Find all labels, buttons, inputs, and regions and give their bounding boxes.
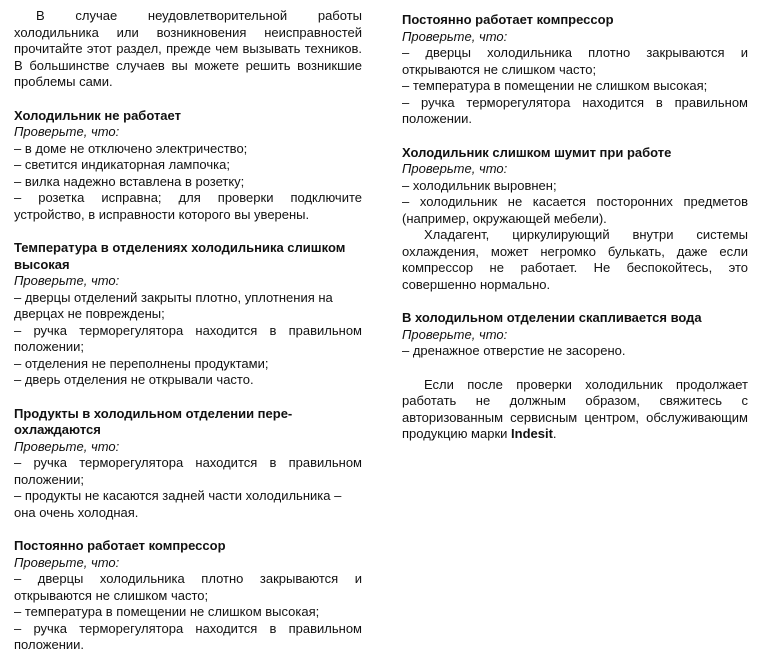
check-item: – продукты не касаются задней части холодильника – она очень холодная. [14, 488, 342, 520]
check-item: – температура в помещении не слишком высокая; [14, 604, 320, 619]
section-heading: Постоянно работает компрессор [14, 538, 226, 553]
closing-text: Если после проверки холодильник продолжает работать не должным образом, свяжитесь с авторизованным сервисным центром, обслуживающим продукцию марки [402, 376, 748, 441]
check-item: – ручка терморегулятора находится в правильном положении. [14, 620, 362, 652]
intro-paragraph: В случае неудовлетворительной работы холодильника или возникновения неисправностей прочитайте этот раздел, прежде чем вызывать техников. В большинстве случаев вы можете решить возникшие проблемы сами. [14, 8, 362, 89]
check-item: – ручка терморегулятора находится в правильном положении. [402, 94, 748, 126]
check-label: Проверьте, что: [402, 326, 508, 342]
section-water [402, 310, 748, 360]
check-item: – ручка терморегулятора находится в правильном положении; [14, 455, 362, 487]
check-label: Проверьте, что: [14, 124, 120, 139]
section-heading: Продукты в холодильном отделении пере-охлаждаются [14, 405, 293, 437]
check-item: – розетка исправна; для проверки подключите устройство, в исправности которого вы уверены. [14, 190, 362, 222]
section-temperature-high [14, 240, 362, 389]
section-compressor-right [402, 12, 748, 128]
section-compressor-left [14, 538, 362, 654]
closing-end: . [552, 426, 557, 441]
check-item: – температура в помещении не слишком высокая; [402, 78, 708, 93]
section-heading: Холодильник не работает [14, 107, 181, 123]
brand-name: Indesit [511, 426, 553, 441]
check-item: – светится индикаторная лампочка; [14, 157, 230, 172]
check-item: – дверцы холодильника плотно закрываются и открываются не слишком часто; [14, 571, 362, 603]
section-not-working [14, 108, 362, 224]
check-item: – холодильник выровнен; [402, 177, 557, 193]
check-item: – отделения не переполнены продуктами; [14, 355, 269, 371]
check-item: – вилка надежно вставлена в розетку; [14, 173, 245, 189]
check-label: Проверьте, что: [14, 554, 120, 570]
section-heading: Постоянно работает компрессор [402, 12, 614, 27]
check-item: – дверцы холодильника плотно закрываются и открываются не слишком часто; [402, 45, 748, 77]
check-item: – холодильник не касается посторонних предметов (например, окружающей мебели). [402, 194, 748, 226]
section-noise [402, 145, 748, 294]
left-column [14, 8, 362, 654]
check-item: – в доме не отключено электричество; [14, 140, 248, 156]
check-label: Проверьте, что: [14, 438, 120, 454]
noise-note: Хладагент, циркулирующий внутри системы охлаждения, может негромко булькать, даже если компрессор не работает. Не беспокойтесь, это совершенно нормально. [402, 227, 748, 292]
section-heading: В холодильном отделении скапливается вода [402, 310, 702, 325]
check-label: Проверьте, что: [402, 161, 508, 176]
section-overcooling [14, 406, 362, 522]
right-column [402, 12, 748, 443]
section-heading: Холодильник слишком шумит при работе [402, 144, 672, 160]
section-heading: Температура в отделениях холодильника слишком высокая [14, 240, 346, 272]
check-item: – ручка терморегулятора находится в правильном положении; [14, 322, 362, 354]
check-label: Проверьте, что: [402, 28, 508, 44]
check-item: – дверцы отделений закрыты плотно, уплотнения на дверцах не повреждены; [14, 289, 333, 321]
check-item: – дверь отделения не открывали часто. [14, 372, 254, 387]
check-label: Проверьте, что: [14, 273, 120, 288]
check-item: – дренажное отверстие не засорено. [402, 343, 626, 358]
closing-paragraph [402, 377, 748, 443]
